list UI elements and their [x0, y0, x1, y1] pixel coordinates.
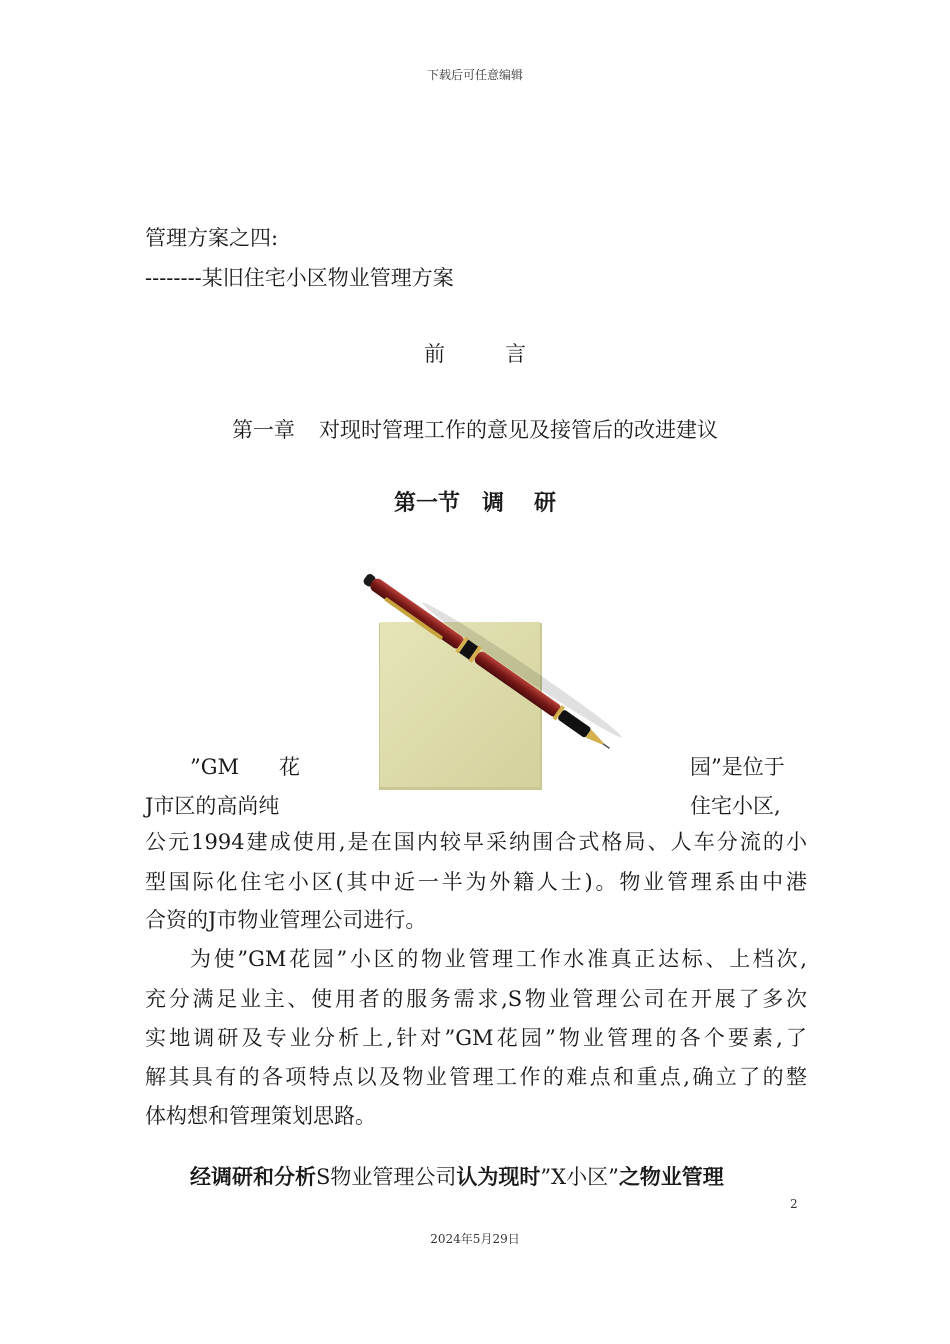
chapter-title: 对现时管理工作的意见及接管后的改进建议 [319, 418, 718, 442]
section-char-1: 调 [481, 490, 504, 516]
para1-line: 合资的J市物业管理公司进行。 [145, 908, 427, 932]
doc-title-line2: --------某旧住宅小区物业管理方案 [145, 266, 454, 290]
para3-bold-1: 经调研和分析 [190, 1164, 316, 1189]
para2-line: 体构想和管理策划思路。 [145, 1104, 376, 1128]
para3-normal-1: S物业管理公司 [316, 1165, 457, 1189]
wrap-line1-left [190, 751, 300, 781]
para3-line [190, 1161, 724, 1191]
wrap-gm-text: ”GM [190, 755, 240, 779]
chapter-heading [232, 414, 718, 444]
wrap-line2-right: 住宅小区, [690, 794, 781, 818]
para3-bold-3: 之物业管理 [618, 1164, 724, 1189]
page-number: 2 [790, 1197, 798, 1211]
para1-line: 公元1994建成使用,是在国内较早采纳围合式格局、人车分流的小 [145, 830, 807, 854]
para3-bold-2: 认为现时 [456, 1164, 541, 1189]
para3-normal-2: ”X小区” [540, 1165, 619, 1189]
para2-line: 解其具有的各项特点以及物业管理工作的难点和重点,确立了的整 [145, 1065, 807, 1089]
para2-line: 实地调研及专业分析上,针对”GM花园”物业管理的各个要素,了 [145, 1026, 807, 1050]
footer-date: 2024年5月29日 [430, 1232, 520, 1246]
pen-on-notepad-image [362, 572, 662, 794]
page-header: 下载后可任意编辑 [426, 68, 523, 82]
para2-line: 充分满足业主、使用者的服务需求,S物业管理公司在开展了多次 [145, 987, 807, 1011]
foreword-heading [0, 338, 950, 368]
foreword-char-2: 言 [505, 342, 526, 366]
section-char-2: 研 [534, 490, 557, 516]
wrap-hua-text: 花 [279, 755, 301, 779]
chapter-label: 第一章 [232, 418, 295, 442]
para2-line: 为使”GM花园”小区的物业管理工作水准真正达标、上档次, [190, 947, 807, 971]
section-heading [0, 486, 950, 517]
wrap-line1-right: 园”是位于 [690, 755, 785, 779]
foreword-char-1: 前 [424, 342, 445, 366]
doc-title-line1: 管理方案之四: [145, 226, 279, 250]
wrap-line2-left: J市区的高尚纯 [145, 794, 280, 818]
para1-line: 型国际化住宅小区(其中近一半为外籍人士)。物业管理系由中港 [145, 870, 807, 894]
section-label: 第一节 [393, 490, 460, 516]
